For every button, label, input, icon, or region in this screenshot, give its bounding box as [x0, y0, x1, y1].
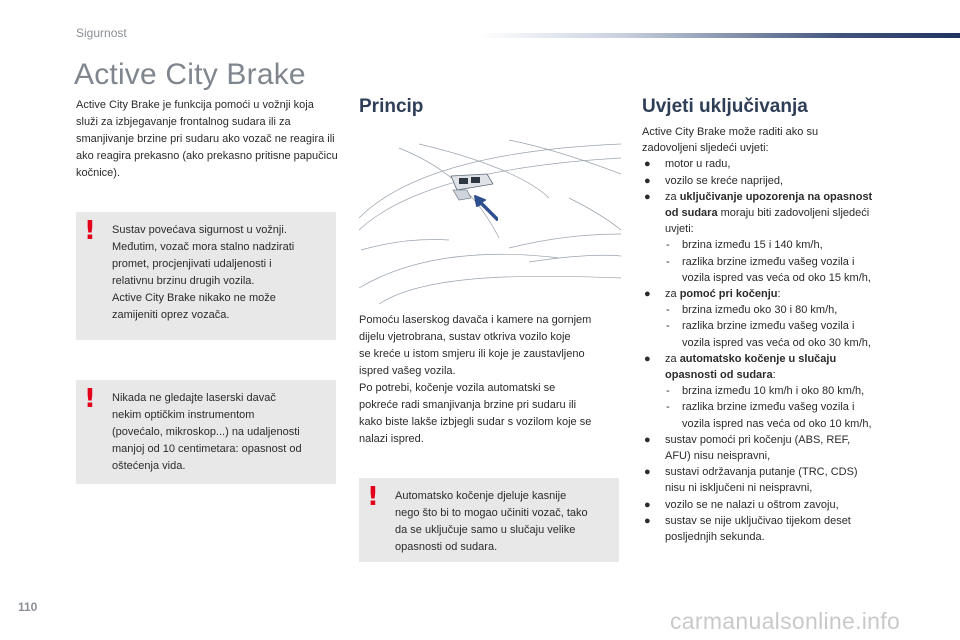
sub-item: - brzina između 10 km/h i oko 80 km/h,: [666, 385, 865, 398]
intro-paragraph: Active City Brake je funkcija pomoći u vožnji koja služi za izbjegavanje frontalnog sudara ili za smanjivanje brzine pri sudaru ako vozač ne reagira ili ako reagira prekasno (ako prekasno pritisne papučicu kočnice).: [76, 99, 338, 179]
warning-text: Nikada ne gledajte laserski davač nekim optičkim instrumentom (povećalo, mikroskop...) na udaljenosti manjoj od 10 centimetara: opasnost od oštećenja vida.: [112, 392, 302, 472]
list-item-continued: AFU) nisu neispravni,: [665, 450, 771, 463]
warning-text: Automatsko kočenje djeluje kasnije nego što bi to mogao učiniti vozač, tako da se uključuje samo u slučaju velike opasnosti od sudara.: [395, 490, 588, 553]
list-item-continued: uvjeti:: [665, 223, 694, 236]
warning-box-safety: [76, 212, 336, 340]
list-item-continued: od sudara moraju biti zadovoljeni sljedeći: [665, 207, 870, 220]
exclamation-icon: !: [84, 216, 96, 246]
sub-item: - brzina između oko 30 i 80 km/h,: [666, 304, 838, 317]
watermark: carmanualsonline.info: [670, 608, 901, 634]
page-number: 110: [18, 600, 38, 614]
list-item: ● za uključivanje upozorenja na opasnost: [644, 190, 873, 203]
exclamation-icon: !: [84, 384, 96, 414]
sub-item: - razlika brzine između vašeg vozila i: [666, 401, 855, 414]
section-label: Sigurnost: [76, 26, 127, 40]
list-item: ● sustav se nije uključivao tijekom deset: [644, 514, 851, 527]
list-item: ● sustavi održavanja putanje (TRC, CDS): [644, 466, 858, 479]
list-item: ● motor u radu,: [644, 158, 731, 171]
list-item: ● vozilo se kreće naprijed,: [644, 174, 784, 187]
conditions-list: Active City Brake može raditi ako su zadovoljeni sljedeći uvjeti: ● motor u radu, ● vozilo se kreće naprijed, ● za uključivanje upozorenja na opasnost od sudara moraju biti zadovoljeni sljedeći uvjeti: - brzina između 15 i 140 km/h, - razlika brzine između vašeg vozila i vozila ispred vas veća od oko 15 km/h, ● za pomoć pri kočenju: - brzina između oko 30 i 80 km/h, - razlika brzine između vašeg vozila i vozila ispred vas veća od oko 30 km/h, ● za automatsko kočenje u slučaju opasnosti od sudara: - brzina između 10 km/h i oko 80 km/h, - razlika brzine između vašeg vozila i vozila ispred nas veća od oko 10 km/h, ● sustav pomoći pri kočenju (ABS, REF, AFU) nisu neispravni, ● sustavi održavanja putanje (TRC, CDS) nisu ni isključeni ni neispravni, ● vozilo se ne nalazi u oštrom zavoju, ● sustav se nije uključivao tijekom deset posljednjih sekunda.: [642, 124, 910, 545]
list-item-continued: posljednjih sekunda.: [665, 531, 765, 544]
princip-heading: Princip: [359, 96, 424, 117]
warning-box-laser: [76, 380, 336, 484]
uvjeti-heading: Uvjeti uključivanja: [642, 96, 808, 117]
sub-item: - razlika brzine između vašeg vozila i: [666, 320, 855, 333]
header-bar: [478, 33, 960, 38]
princip-paragraph: Pomoću laserskog davača i kamere na gornjem dijelu vjetrobrana, sustav otkriva vozilo koje se kreće u istom smjeru ili koje je zaustavljeno ispred vašeg vozila. Po potrebi, kočenje vozila automatski se pokreće radi smanjivanja brzine pri sudaru ili kako biste lakše izbjegli sudar s vozilom koje se nalazi ispred.: [359, 314, 592, 445]
warning-text: Sustav povećava sigurnost u vožnji. Međutim, vozač mora stalno nadzirati promet, procjenjivati udaljenosti i relativnu brzinu drugih vozila. Active City Brake nikako ne može zamijeniti oprez vozača.: [112, 224, 295, 321]
exclamation-icon: !: [367, 482, 379, 512]
sub-item: - razlika brzine između vašeg vozila i: [666, 255, 855, 268]
list-item: ● sustav pomoći pri kočenju (ABS, REF,: [644, 433, 851, 446]
sub-item-continued: vozila ispred nas veća od oko 10 km/h,: [682, 417, 872, 430]
list-item: ● za pomoć pri kočenju:: [644, 288, 781, 301]
list-item: ● vozilo se ne nalazi u oštrom zavoju,: [644, 498, 839, 511]
sub-item-continued: vozila ispred vas veća od oko 15 km/h,: [682, 271, 871, 284]
list-item-continued: opasnosti od sudara:: [665, 369, 776, 382]
page-title: Active City Brake: [74, 58, 306, 91]
list-item: ● za automatsko kočenje u slučaju: [644, 352, 837, 365]
windshield-sensor-illustration: [359, 138, 621, 304]
sub-item: - brzina između 15 i 140 km/h,: [666, 239, 823, 252]
list-item-continued: nisu ni isključeni ni neispravni,: [665, 482, 813, 495]
sub-item-continued: vozila ispred vas veća od oko 30 km/h,: [682, 336, 871, 349]
warning-box-braking: [359, 478, 619, 562]
